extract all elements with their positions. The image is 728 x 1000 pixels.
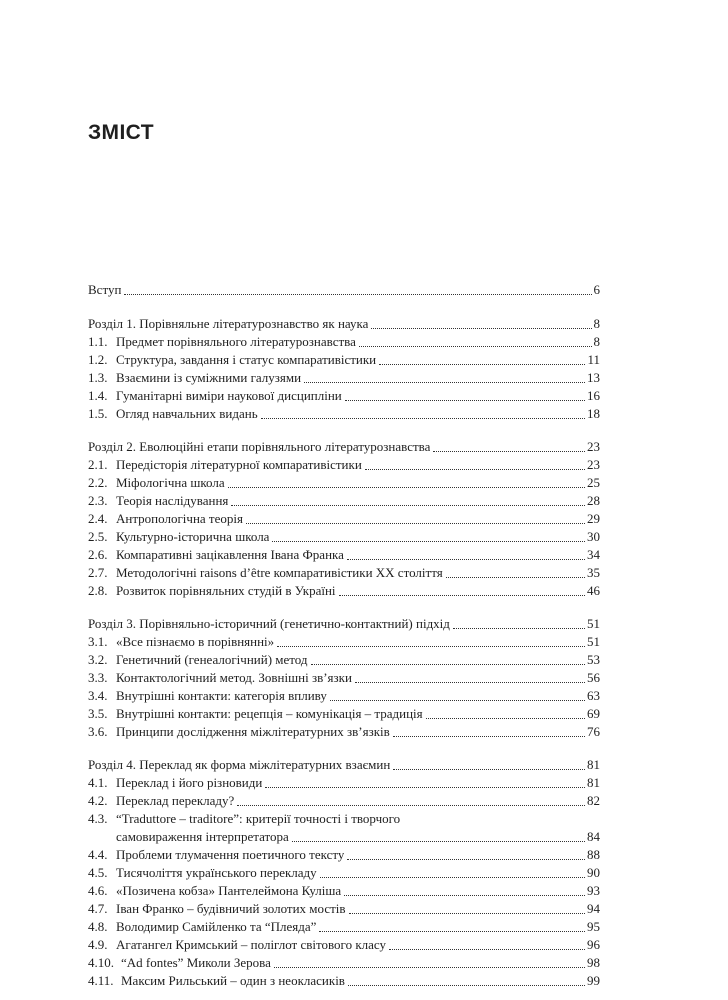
toc-entry-number: 2.2. <box>88 475 108 490</box>
toc-entry-text: Розділ 2. Еволюційні етапи порівняльного літературознавства <box>88 439 431 454</box>
toc-entry-text: Генетичний (генеалогічний) метод <box>116 652 308 667</box>
dot-leader <box>453 627 585 629</box>
toc-page-number: 53 <box>587 652 600 667</box>
toc-entry-number: 4.9. <box>88 937 108 952</box>
toc-entry-text: Переклад перекладу? <box>116 793 235 808</box>
toc-entry[interactable] <box>88 809 600 827</box>
toc-entry-number: 4.1. <box>88 775 108 790</box>
toc-entry-number: 4.4. <box>88 847 108 862</box>
toc-entry[interactable] <box>88 722 600 740</box>
toc-entry-text: Культурно-історична школа <box>116 529 270 544</box>
toc-entry-text: Агатангел Кримський – поліглот світового класу <box>116 937 386 952</box>
toc-entry-number: 2.3. <box>88 493 108 508</box>
toc-chapter-4[interactable] <box>88 755 600 773</box>
toc-page-number: 35 <box>587 565 600 580</box>
toc-entry-intro[interactable] <box>88 280 600 298</box>
toc-entry-number: 4.11. <box>88 973 114 988</box>
toc-page-number: 81 <box>587 757 600 772</box>
toc-entry-text: Структура, завдання і статус компаративістики <box>116 352 377 367</box>
toc-entry-number: 3.4. <box>88 688 108 703</box>
toc-entry-number: 4.3. <box>88 811 108 826</box>
toc-entry[interactable] <box>88 935 600 953</box>
toc-page-number: 84 <box>587 829 600 844</box>
toc-page-number: 93 <box>587 883 600 898</box>
toc-entry-text: Передісторія літературної компаративістики <box>116 457 362 472</box>
toc-entry-number: 1.5. <box>88 406 108 421</box>
dot-leader <box>277 645 585 647</box>
toc-entry[interactable] <box>88 386 600 404</box>
dot-leader <box>274 966 585 968</box>
toc-entry-number: 2.1. <box>88 457 108 472</box>
toc-page-number: 6 <box>593 282 600 297</box>
toc-entry-text: Антропологічна теорія <box>116 511 243 526</box>
toc-entry-number: 4.10. <box>88 955 114 970</box>
dot-leader <box>426 717 585 719</box>
toc-entry-text: “Ad fontes” Миколи Зерова <box>121 955 271 970</box>
toc-entry-number: 4.5. <box>88 865 108 880</box>
toc-entry[interactable] <box>88 527 600 545</box>
dot-leader <box>349 912 585 914</box>
dot-leader <box>348 984 585 986</box>
dot-leader <box>359 345 592 347</box>
toc-entry[interactable] <box>88 545 600 563</box>
toc-entry[interactable] <box>88 650 600 668</box>
dot-leader <box>272 540 585 542</box>
toc-page-number: 96 <box>587 937 600 952</box>
toc-entry-text: Контактологічний метод. Зовнішні зв’язки <box>116 670 352 685</box>
toc-entry[interactable] <box>88 350 600 368</box>
toc-entry-text: Володимир Самійленко та “Плеяда” <box>116 919 317 934</box>
toc-entry-text: Тисячоліття українського перекладу <box>116 865 317 880</box>
toc-page-number: 76 <box>587 724 600 739</box>
toc-entry-number: 2.7. <box>88 565 108 580</box>
toc-entry-text: “Traduttore – traditore”: критерії точності і творчого <box>116 811 401 826</box>
dot-leader <box>330 699 585 701</box>
dot-leader <box>365 468 585 470</box>
toc-entry-number: 3.5. <box>88 706 108 721</box>
toc-page-number: 51 <box>587 616 600 631</box>
toc-entry-text: Проблеми тлумачення поетичного тексту <box>116 847 345 862</box>
toc-entry-text: «Позичена кобза» Пантелеймона Куліша <box>116 883 342 898</box>
toc-entry-number: 1.3. <box>88 370 108 385</box>
toc-entry-number: 4.2. <box>88 793 108 808</box>
toc-entry[interactable] <box>88 368 600 386</box>
toc-entry[interactable] <box>88 686 600 704</box>
toc-entry-text: Внутрішні контакти: рецепція – комунікація – традиція <box>116 706 423 721</box>
dot-leader <box>347 558 585 560</box>
toc-entry[interactable] <box>88 332 600 350</box>
toc-page-number: 29 <box>587 511 600 526</box>
toc-entry-number: 2.6. <box>88 547 108 562</box>
toc-page-number: 94 <box>587 901 600 916</box>
toc-page-number: 34 <box>587 547 600 562</box>
dot-leader <box>393 768 585 770</box>
toc-entry[interactable] <box>88 863 600 881</box>
dot-leader <box>379 363 585 365</box>
toc-entry-number: 1.4. <box>88 388 108 403</box>
toc-page-number: 98 <box>587 955 600 970</box>
toc-page-number: 69 <box>587 706 600 721</box>
dot-leader <box>355 681 585 683</box>
toc-entry-text: Розділ 3. Порівняльно-історичний (генетично-контактний) підхід <box>88 616 450 631</box>
toc-page-number: 11 <box>587 352 600 367</box>
toc-entry[interactable] <box>88 563 600 581</box>
dot-leader <box>371 327 591 329</box>
toc-entry-text: Методологічні raisons d’être компаративістики ХХ століття <box>116 565 443 580</box>
toc-entry-text: Взаємини із суміжними галузями <box>116 370 302 385</box>
toc-page-number: 18 <box>587 406 600 421</box>
dot-leader <box>311 663 585 665</box>
toc-entry[interactable] <box>88 404 600 422</box>
toc-entry-text: Гуманітарні виміри наукової дисципліни <box>116 388 342 403</box>
toc-entry-text: Максим Рильський – один з неокласиків <box>121 973 345 988</box>
toc-entry-number: 2.5. <box>88 529 108 544</box>
toc-page-number: 81 <box>587 775 600 790</box>
toc-entry[interactable] <box>88 773 600 791</box>
dot-leader <box>433 450 585 452</box>
dot-leader <box>237 804 585 806</box>
toc-entry-text: «Все пізнаємо в порівнянні» <box>116 634 275 649</box>
toc-entry[interactable] <box>88 899 600 917</box>
toc-page-number: 13 <box>587 370 600 385</box>
toc-page-number: 25 <box>587 475 600 490</box>
toc-entry-text: Розділ 4. Переклад як форма міжлітературних взаємин <box>88 757 391 772</box>
toc-entry-text: Іван Франко – будівничий золотих мостів <box>116 901 346 916</box>
dot-leader <box>246 522 585 524</box>
toc-entry-number: 4.8. <box>88 919 108 934</box>
toc-page-number: 56 <box>587 670 600 685</box>
toc-page-number: 63 <box>587 688 600 703</box>
toc-page-number: 28 <box>587 493 600 508</box>
toc-entry-number: 3.1. <box>88 634 108 649</box>
toc-entry[interactable] <box>88 581 600 599</box>
toc-entry[interactable] <box>88 509 600 527</box>
toc-entry-text: Міфологічна школа <box>116 475 225 490</box>
toc-entry[interactable] <box>88 881 600 899</box>
page-title: ЗМІСТ <box>88 121 154 144</box>
toc-entry-number: 3.2. <box>88 652 108 667</box>
toc-entry-text: Розвиток порівняльних студій в Україні <box>116 583 336 598</box>
toc-entry-text: Принципи дослідження міжлітературних зв’язків <box>116 724 390 739</box>
dot-leader <box>265 786 585 788</box>
toc-entry[interactable] <box>88 791 600 809</box>
toc-page-number: 90 <box>587 865 600 880</box>
dot-leader <box>345 399 585 401</box>
toc-entry[interactable] <box>88 953 600 971</box>
toc-entry-text: Внутрішні контакти: категорія впливу <box>116 688 327 703</box>
dot-leader <box>228 486 585 488</box>
toc-entry-text: Переклад і його різновиди <box>116 775 263 790</box>
dot-leader <box>446 576 585 578</box>
dot-leader <box>347 858 585 860</box>
dot-leader <box>389 948 585 950</box>
toc-entry-text: Теорія наслідування <box>116 493 229 508</box>
toc-entry-number: 4.7. <box>88 901 108 916</box>
toc-entry-continuation[interactable] <box>116 827 600 845</box>
toc-page-number: 23 <box>587 457 600 472</box>
toc-chapter-3[interactable] <box>88 614 600 632</box>
toc-page-number: 8 <box>593 334 600 349</box>
dot-leader <box>292 840 585 842</box>
toc-entry[interactable] <box>88 455 600 473</box>
dot-leader <box>304 381 585 383</box>
toc-entry-text: Вступ <box>88 282 122 297</box>
toc-entry[interactable] <box>88 845 600 863</box>
toc-page-number: 51 <box>587 634 600 649</box>
toc-entry-text: Компаративні зацікавлення Івана Франка <box>116 547 344 562</box>
toc-entry-number: 1.2. <box>88 352 108 367</box>
toc-page-number: 8 <box>593 316 600 331</box>
dot-leader <box>339 594 585 596</box>
toc-entry[interactable] <box>88 704 600 722</box>
toc-entry[interactable] <box>88 917 600 935</box>
dot-leader <box>124 293 591 295</box>
toc-chapter-2[interactable] <box>88 437 600 455</box>
toc-entry-number: 2.8. <box>88 583 108 598</box>
toc-entry-number: 3.6. <box>88 724 108 739</box>
dot-leader <box>344 894 585 896</box>
toc-page-number: 16 <box>587 388 600 403</box>
toc-page-number: 99 <box>587 973 600 988</box>
toc-entry-number: 3.3. <box>88 670 108 685</box>
toc-entry[interactable] <box>88 668 600 686</box>
toc-entry[interactable] <box>88 491 600 509</box>
dot-leader <box>320 876 585 878</box>
toc-entry-text: самовираження інтерпретатора <box>116 829 289 844</box>
toc-entry-text: Предмет порівняльного літературознавства <box>116 334 356 349</box>
toc-page-number: 46 <box>587 583 600 598</box>
dot-leader <box>261 417 585 419</box>
toc-page-number: 88 <box>587 847 600 862</box>
toc-page-number: 95 <box>587 919 600 934</box>
toc-entry-number: 1.1. <box>88 334 108 349</box>
dot-leader <box>231 504 585 506</box>
toc-entry-text: Огляд навчальних видань <box>116 406 258 421</box>
toc-page-number: 23 <box>587 439 600 454</box>
toc-chapter-1[interactable] <box>88 314 600 332</box>
dot-leader <box>319 930 585 932</box>
dot-leader <box>393 735 585 737</box>
toc-page-number: 82 <box>587 793 600 808</box>
toc-entry[interactable] <box>88 473 600 491</box>
toc-entry-number: 4.6. <box>88 883 108 898</box>
toc-entry-number: 2.4. <box>88 511 108 526</box>
toc-entry-text: Розділ 1. Порівняльне літературознавство як наука <box>88 316 369 331</box>
toc-entry[interactable] <box>88 632 600 650</box>
toc-page-number: 30 <box>587 529 600 544</box>
toc-entry[interactable] <box>88 971 600 989</box>
